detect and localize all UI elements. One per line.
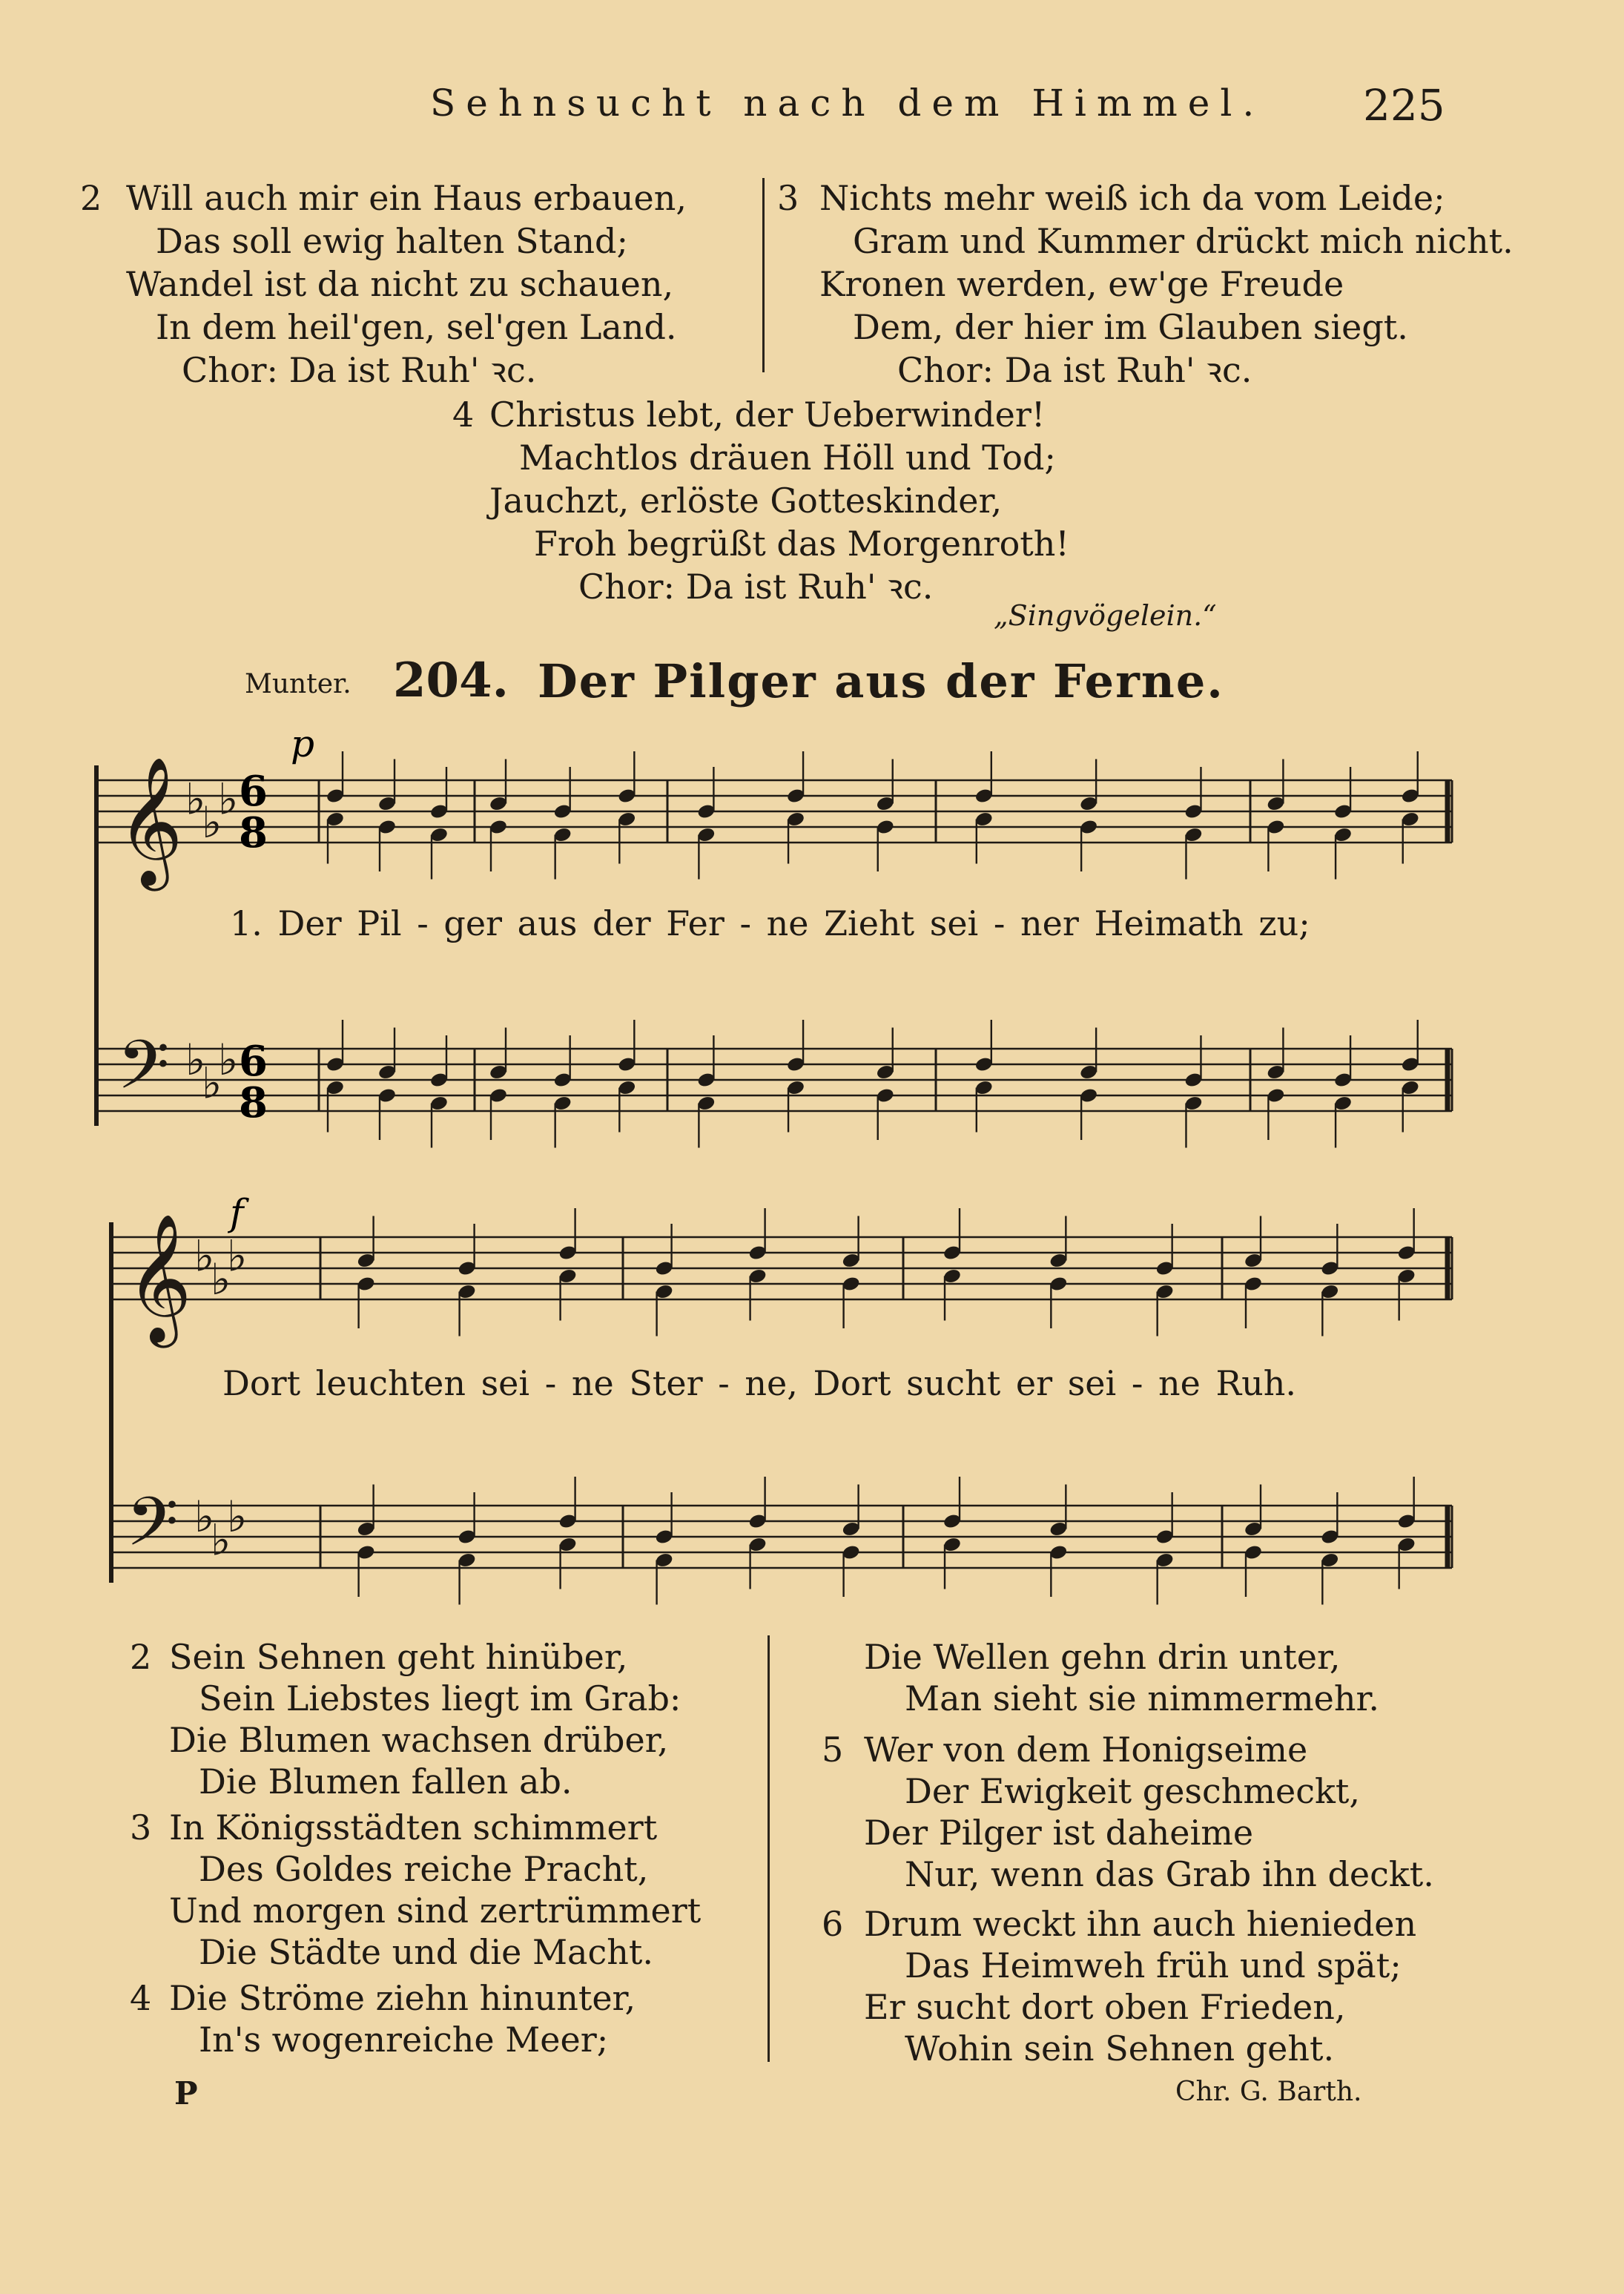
bottom-verse-5-line-2: Der Ewigkeit geschmeckt, (905, 1771, 1360, 1811)
top-verse-4-number: 4 (452, 395, 475, 435)
bottom-verse-4-line-2: In's wogenreiche Meer; (199, 2020, 609, 2060)
bottom-verse-6-line-2: Das Heimweh früh und spät; (905, 1945, 1402, 1985)
bass-clef-icon: 𝄢 (126, 1483, 179, 1578)
flat-sign-icon: ♭ (202, 1058, 222, 1109)
top-verse-4-line-4: Froh begrüßt das Morgenroth! (534, 524, 1069, 564)
bottom-verse-6-line-4: Wohin sein Sehnen geht. (905, 2028, 1335, 2069)
treble-clef-icon: 𝄞 (117, 757, 183, 886)
bass-clef-icon: 𝄢 (117, 1026, 170, 1121)
top-verse-2-chorus: Chor: Da ist Ruh' ꝛc. (182, 350, 537, 390)
bottom-verse-3-number: 3 (130, 1807, 152, 1848)
bottom-verse-2-number: 2 (130, 1637, 152, 1677)
top-verse-2-line-2: Das soll ewig halten Stand; (156, 221, 628, 261)
signature-mark: P (174, 2075, 198, 2112)
top-verse-3-line-3: Kronen werden, ew'ge Freude (819, 264, 1344, 304)
dynamic-f: f (230, 1191, 244, 1234)
page-number: 225 (1363, 80, 1445, 131)
time-sig-top-bass-1: 6 (239, 1037, 268, 1086)
bottom-verse-3-line-2: Des Goldes reiche Pracht, (199, 1849, 649, 1889)
bottom-verse-3-line-4: Die Städte und die Macht. (199, 1932, 653, 1972)
flat-sign-icon: ♭ (185, 774, 206, 825)
top-verse-3-number: 3 (777, 178, 799, 218)
top-verse-2-line-4: In dem heil'gen, sel'gen Land. (156, 307, 677, 347)
bottom-verse-6-line-1: Drum weckt ihn auch hienieden (864, 1904, 1417, 1944)
flat-sign-icon: ♭ (227, 1492, 248, 1542)
bottom-verse-5-line-3: Der Pilger ist daheime (864, 1813, 1254, 1853)
top-verse-2-line-1: Will auch mir ein Haus erbauen, (126, 178, 687, 218)
top-verse-3-line-2: Gram und Kummer drückt mich nicht. (853, 221, 1514, 261)
treble-clef-icon: 𝄞 (126, 1213, 192, 1342)
top-verse-2-number: 2 (80, 178, 102, 218)
bottom-verse-4-line-1: Die Ströme ziehn hinunter, (169, 1978, 636, 2018)
bottom-verse-2-line-2: Sein Liebstes liegt im Grab: (199, 1678, 681, 1718)
bottom-verse-4-cont-line-2: Man sieht sie nimmermehr. (905, 1678, 1380, 1718)
column-divider-bottom (768, 1635, 770, 2062)
bottom-verse-4-cont-line-1: Die Wellen gehn drin unter, (864, 1637, 1341, 1677)
top-verse-4-line-1: Christus lebt, der Ueberwinder! (489, 395, 1046, 435)
top-verse-4-chorus: Chor: Da ist Ruh' ꝛc. (578, 567, 934, 607)
flat-sign-icon: ♭ (202, 797, 222, 848)
flat-sign-icon: ♭ (218, 1035, 239, 1085)
top-verse-2-line-3: Wandel ist da nicht zu schauen, (126, 264, 674, 304)
top-verse-3-line-4: Dem, der hier im Glauben siegt. (853, 307, 1408, 347)
tempo-marking: Munter. (245, 669, 351, 699)
flat-sign-icon: ♭ (194, 1230, 215, 1282)
bottom-verse-4-number: 4 (130, 1978, 152, 2018)
bottom-verse-3-line-3: Und morgen sind zertrümmert (169, 1891, 702, 1931)
time-sig-bottom-bass-1: 8 (239, 1078, 268, 1127)
bottom-verse-5-line-4: Nur, wenn das Grab ihn deckt. (905, 1854, 1434, 1894)
song-number: 204. (393, 653, 509, 708)
source-attribution: „Singvögelein.“ (994, 599, 1217, 632)
top-verse-3-chorus: Chor: Da ist Ruh' ꝛc. (897, 350, 1252, 390)
flat-sign-icon: ♭ (218, 774, 239, 825)
music-lyrics-line-1: 1. Der Pil - ger aus der Fer - ne Zieht sei - ner Heimath zu; (230, 903, 1310, 943)
flat-sign-icon: ♭ (227, 1230, 248, 1282)
bottom-verse-2-line-3: Die Blumen wachsen drüber, (169, 1720, 669, 1760)
top-verse-3-line-1: Nichts mehr weiß ich da vom Leide; (819, 178, 1445, 218)
bottom-verse-6-line-3: Er sucht dort oben Frieden, (864, 1987, 1346, 2027)
time-sig-bottom-treble-1: 8 (239, 808, 268, 857)
bottom-verse-5-number: 5 (822, 1730, 844, 1770)
song-author: Chr. G. Barth. (1175, 2077, 1362, 2107)
top-verse-4-line-2: Machtlos dräuen Höll und Tod; (519, 438, 1056, 478)
song-title: Der Pilger aus der Ferne. (538, 654, 1224, 708)
flat-sign-icon: ♭ (211, 1254, 231, 1305)
flat-sign-icon: ♭ (194, 1492, 215, 1542)
bottom-verse-6-number: 6 (822, 1904, 844, 1944)
bottom-verse-2-line-4: Die Blumen fallen ab. (199, 1761, 572, 1802)
flat-sign-icon: ♭ (185, 1035, 206, 1085)
running-title: Sehnsucht nach dem Himmel. (430, 82, 1265, 125)
dynamic-p: p (291, 722, 315, 765)
top-verse-4-line-3: Jauchzt, erlöste Gotteskinder, (489, 481, 1003, 521)
bottom-verse-2-line-1: Sein Sehnen geht hinüber, (169, 1637, 628, 1677)
flat-sign-icon: ♭ (211, 1514, 231, 1566)
time-sig-top-treble-1: 6 (239, 767, 268, 816)
bottom-verse-3-line-1: In Königsstädten schimmert (169, 1807, 658, 1848)
bottom-verse-5-line-1: Wer von dem Honigseime (864, 1730, 1308, 1770)
music-lyrics-line-2: Dort leuchten sei - ne Ster - ne, Dort sucht er sei - ne Ruh. (222, 1363, 1297, 1403)
